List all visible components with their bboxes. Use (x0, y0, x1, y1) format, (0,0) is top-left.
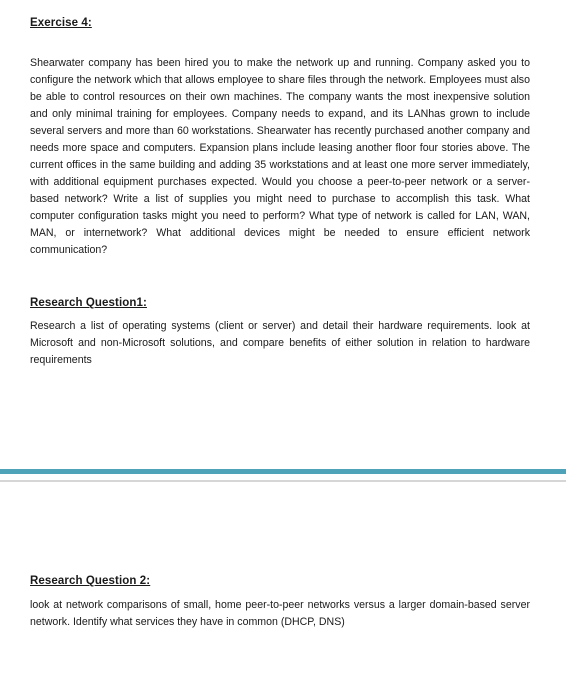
research-question-1-body: Research a list of operating systems (client or server) and detail their hardware requirements. look at Microsoft and non-Microsoft solutions, and compare benefits of either solution in relation to hardware requirements (30, 320, 530, 366)
research-question-2-heading: Research Question 2: (30, 575, 151, 587)
research-question-1-heading: Research Question1: (30, 297, 147, 309)
exercise-heading: Exercise 4: (30, 17, 92, 29)
exercise-body: Shearwater company has been hired you to make the network up and running. Company asked you to configure the network which that allows employee to share files through the network. Employees must also be able to control resources on their own machines. The company wants the most inexpensive solution and only minimal training for employees. Company needs to expand, and its LANhas grown to include several servers and more than 60 workstations. Shearwater has recently purchased another company and needs more space and computers. Expansion plans include leasing another floor four stories above. The current offices in the same building and adding 35 workstations and at least one more server immediately, with additional equipment purchases expected. Would you choose a peer-to-peer network or a server-based network? Write a list of supplies you might need to purchase to accomplish this task. What computer configuration tasks might you need to perform? What type of network is called for LAN, WAN, MAN, or internetwork? What additional devices might be needed to ensure efficient network communication? (30, 57, 530, 256)
section-divider (0, 469, 566, 474)
section-divider-shadow (0, 480, 566, 482)
research-question-2-body: look at network comparisons of small, home peer-to-peer networks versus a larger domain-based server network. Identify what services they have in common (DHCP, DNS) (30, 599, 530, 628)
